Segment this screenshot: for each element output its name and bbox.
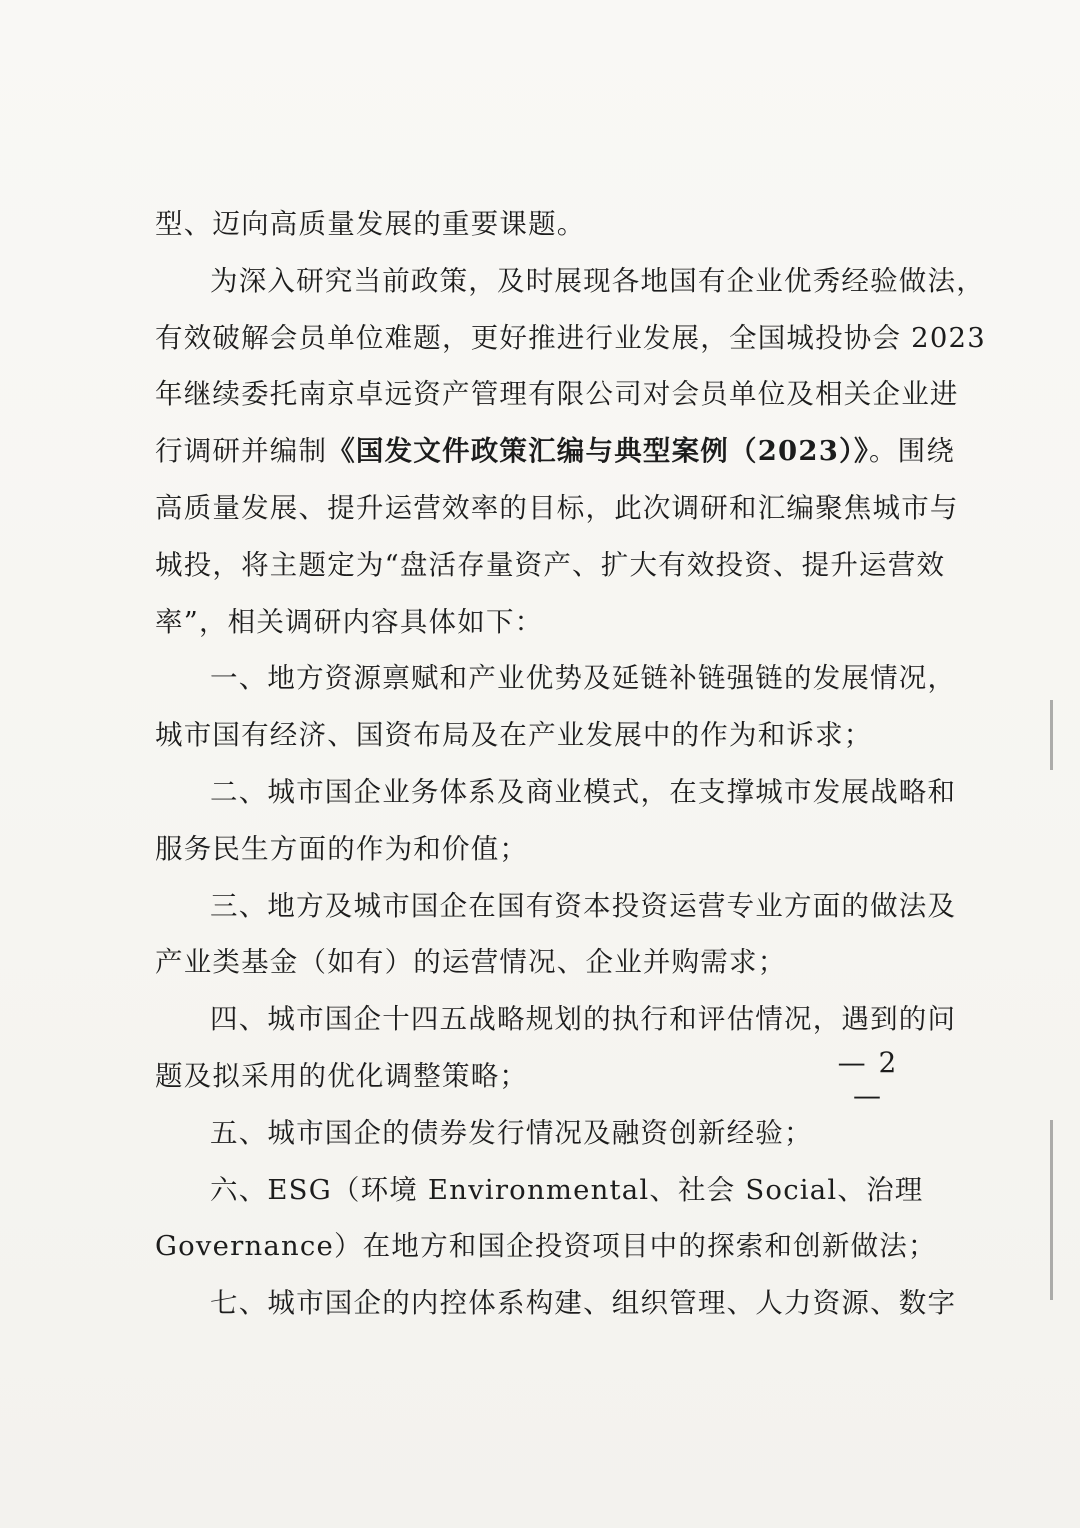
page-number: — 2 — <box>837 1046 899 1112</box>
publication-title: 《国发文件政策汇编与典型案例（2023）》 <box>327 435 869 468</box>
scan-edge-mark <box>1050 700 1053 770</box>
list-item-line: 七、城市国企的内控体系构建、组织管理、人力资源、数字 <box>210 1287 957 1320</box>
list-item-line: 四、城市国企十四五战略规划的执行和评估情况，遇到的问 <box>210 1003 957 1036</box>
text-line: 高质量发展、提升运营效率的目标，此次调研和汇编聚焦城市与 <box>155 491 959 524</box>
text-line <box>155 423 956 480</box>
text-line: 率”，相关调研内容具体如下： <box>155 605 544 638</box>
text-line <box>155 196 920 253</box>
list-item-line: Governance）在地方和国企投资项目中的探索和创新做法； <box>155 1230 937 1263</box>
list-item-line: 三、地方及城市国企在国有资本投资运营专业方面的做法及 <box>210 889 957 922</box>
list-item-line: 二、城市国企业务体系及商业模式，在支撑城市发展战略和 <box>210 775 957 808</box>
text-line: 有效破解会员单位难题，更好推进行业发展，全国城投协会 2023 <box>155 321 986 354</box>
text-segment: 行调研并编制 <box>155 435 328 468</box>
text-line: 为深入研究当前政策，及时展现各地国有企业优秀经验做法， <box>210 264 985 297</box>
list-item-line: 五、城市国企的债券发行情况及融资创新经验； <box>210 1116 813 1149</box>
text-segment: 。围绕 <box>868 435 956 468</box>
text-line-content: 型、迈向高质量发展的重要课题。 <box>155 208 586 240</box>
list-item-line: 题及拟采用的优化调整策略； <box>155 1059 529 1092</box>
scan-edge-mark <box>1050 1120 1053 1300</box>
list-item-line: 服务民生方面的作为和价值； <box>155 832 529 865</box>
text-line: 城投，将主题定为“盘活存量资产、扩大有效投资、提升运营效 <box>155 548 946 581</box>
list-item-line: 城市国有经济、国资布局及在产业发展中的作为和诉求； <box>155 719 873 752</box>
list-item-line: 产业类基金（如有）的运营情况、企业并购需求； <box>155 946 787 979</box>
document-body <box>155 196 986 1332</box>
list-item-line: 一、地方资源禀赋和产业优势及延链补链强链的发展情况， <box>210 662 957 695</box>
text-line: 年继续委托南京卓远资产管理有限公司对会员单位及相关企业进 <box>155 378 959 411</box>
list-item-line: 六、ESG（环境 Environmental、社会 Social、治理 <box>210 1173 924 1206</box>
